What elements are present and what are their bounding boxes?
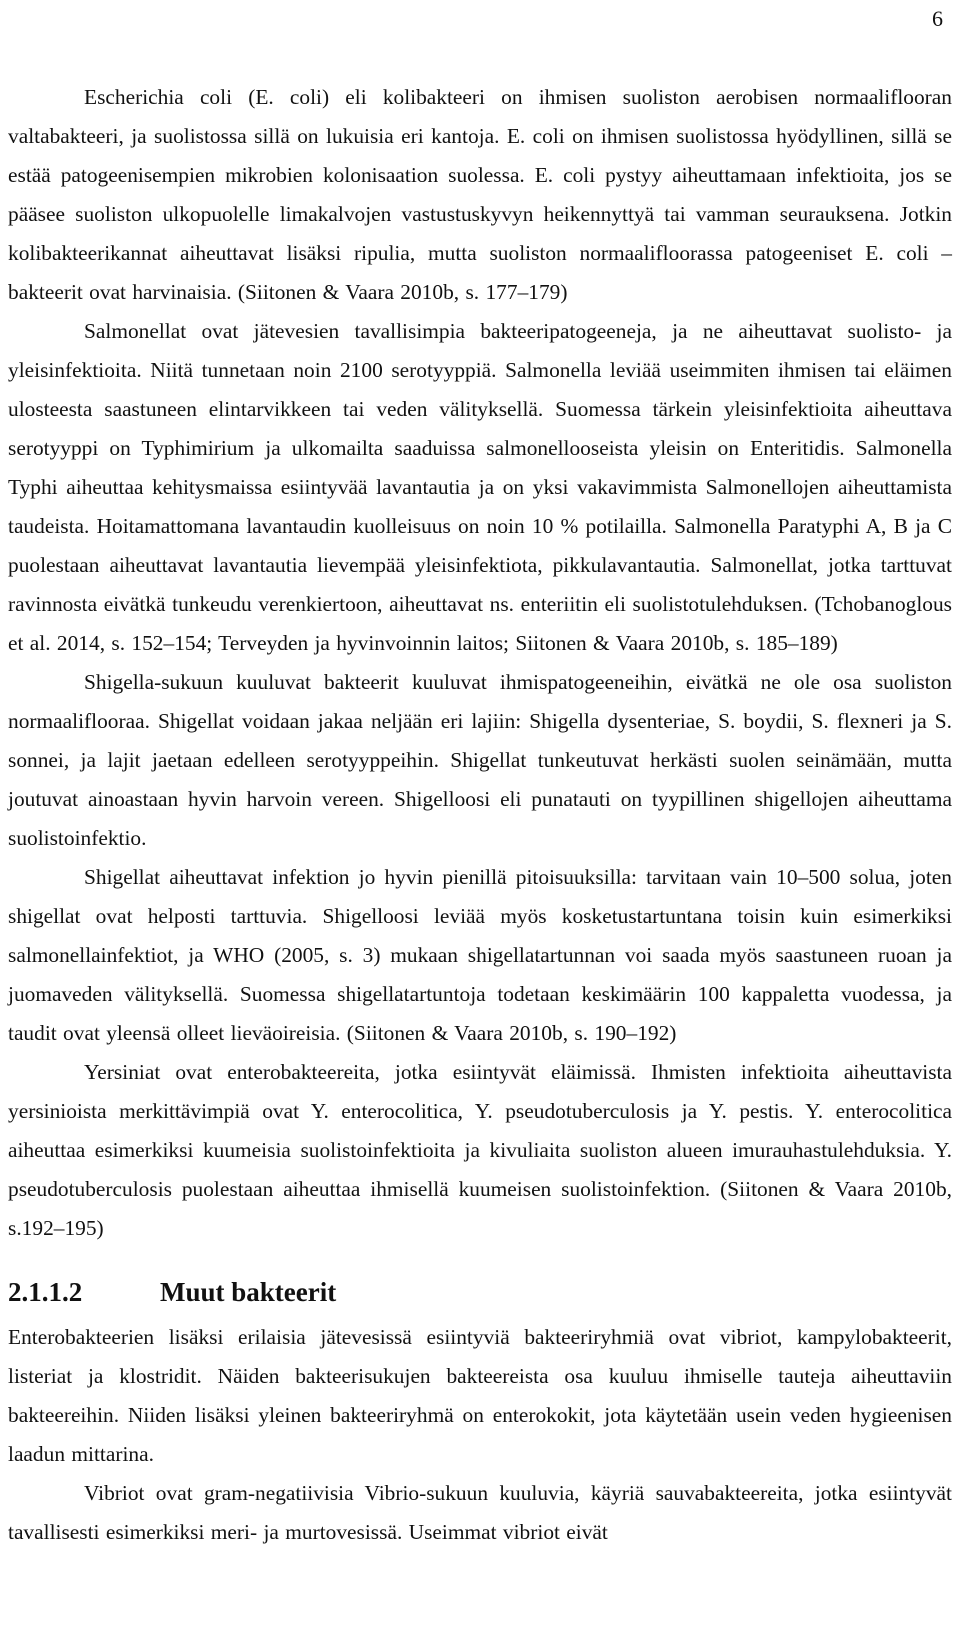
paragraph-ecoli: Escherichia coli (E. coli) eli kolibakteeri on ihmisen suoliston aerobisen normaaliflooran valtabakteeri, ja suolistossa sillä on lukuisia eri kantoja. E. coli on ihmisen suolistossa hyödyllinen, sillä se estää patogeenisempien mikrobien kolonisaation suolessa. E. coli pystyy aiheuttamaan infektioita, jos se pääsee suoliston ulkopuolelle limakalvojen vastustuskyvyn heikennyttyä tai vamman seurauksena. Jotkin kolibakteerikannat aiheuttavat lisäksi ripulia, mutta suoliston normaalifloorassa patogeeniset E. coli – bakteerit ovat harvinaisia. (Siitonen & Vaara 2010b, s. 177–179): [8, 85, 952, 304]
section-title: Muut bakteerit: [160, 1277, 337, 1307]
section-heading: [8, 1270, 952, 1314]
paragraph-shigella: Shigella-sukuun kuuluvat bakteerit kuuluvat ihmispatogeeneihin, eivätkä ne ole osa suoliston normaaliflooraa. Shigellat voidaan jakaa neljään eri lajiin: Shigella dysenteriae, S. boydii, S. flexneri ja S. sonnei, ja lajit jaetaan edelleen serotyyppeihin. Shigellat tunkeutuvat herkästi suolen seinämään, mutta joutuvat ainoastaan hyvin harvoin vereen. Shigelloosi eli punatauti on tyypillinen shigellojen aiheuttama suolistoinfektio.: [8, 670, 952, 850]
paragraph-vibrio: Vibriot ovat gram-negatiivisia Vibrio-sukuun kuuluvia, käyriä sauvabakteereita, jotka esiintyvät tavallisesti esimerkiksi meri- ja murtovesissä. Useimmat vibriot eivät: [8, 1481, 952, 1544]
paragraph-shigella-infection: Shigellat aiheuttavat infektion jo hyvin pienillä pitoisuuksilla: tarvitaan vain 10–500 solua, joten shigellat ovat helposti tarttuvia. Shigelloosi leviää myös kosketustartuntana toisin kuin esimerkiksi salmonellainfektiot, ja WHO (2005, s. 3) mukaan shigellatartunnan voi saada myös saastuneen ruoan ja juomaveden välityksellä. Suomessa shigellatartuntoja todetaan keskimäärin 100 kappaletta vuodessa, ja taudit ovat yleensä olleet lieväoireisia. (Siitonen & Vaara 2010b, s. 190–192): [8, 865, 952, 1045]
page-number: 6: [932, 6, 943, 31]
paragraph-yersinia: Yersiniat ovat enterobakteereita, jotka esiintyvät eläimissä. Ihmisten infektioita aiheuttavista yersinioista merkittävimpiä ovat Y. enterocolitica, Y. pseudotuberculosis ja Y. pestis. Y. enterocolitica aiheuttaa esimerkiksi kuumeisia suolistoinfektioita ja kivuliaita suoliston alueen imurauhastulehduksia. Y. pseudotuberculosis puolestaan aiheuttaa ihmisellä kuumeisen suolistoinfektion. (Siitonen & Vaara 2010b, s.192–195): [8, 1060, 952, 1240]
paragraph-other-bacteria: Enterobakteerien lisäksi erilaisia jätevesissä esiintyviä bakteeriryhmiä ovat vibriot, kampylobakteerit, listeriat ja klostridit. Näiden bakteerisukujen bakteereista osa kuuluu ihmiselle tauteja aiheuttaviin bakteereihin. Niiden lisäksi yleinen bakteeriryhmä on enterokokit, jota käytetään usein veden hygieenisen laadun mittarina.: [8, 1325, 952, 1466]
paragraph-salmonella: Salmonellat ovat jätevesien tavallisimpia bakteeripatogeeneja, ja ne aiheuttavat suolisto- ja yleisinfektioita. Niitä tunnetaan noin 2100 serotyyppiä. Salmonella leviää useimmiten ihmisen tai eläimen ulosteesta saastuneen elintarvikkeen tai veden välityksellä. Suomessa tärkein yleisinfektioita aiheuttava serotyyppi on Typhimirium ja ulkomailta saaduissa salmonellooseista yleisin on Enteritidis. Salmonella Typhi aiheuttaa kehitysmaissa esiintyvää lavantautia ja on yksi vakavimmista Salmonellojen aiheuttamista taudeista. Hoitamattomana lavantaudin kuolleisuus on noin 10 % potilailla. Salmonella Paratyphi A, B ja C puolestaan aiheuttavat lavantautia lievempää yleisinfektiota, pikkulavantautia. Salmonellat, jotka tarttuvat ravinnosta eivätkä tunkeudu verenkiertoon, aiheuttavat ns. enteriitin eli suolistotulehduksen. (Tchobanoglous et al. 2014, s. 152–154; Terveyden ja hyvinvoinnin laitos; Siitonen & Vaara 2010b, s. 185–189): [8, 319, 952, 655]
section-number: 2.1.1.2: [8, 1277, 83, 1307]
page-content: [8, 78, 952, 1552]
